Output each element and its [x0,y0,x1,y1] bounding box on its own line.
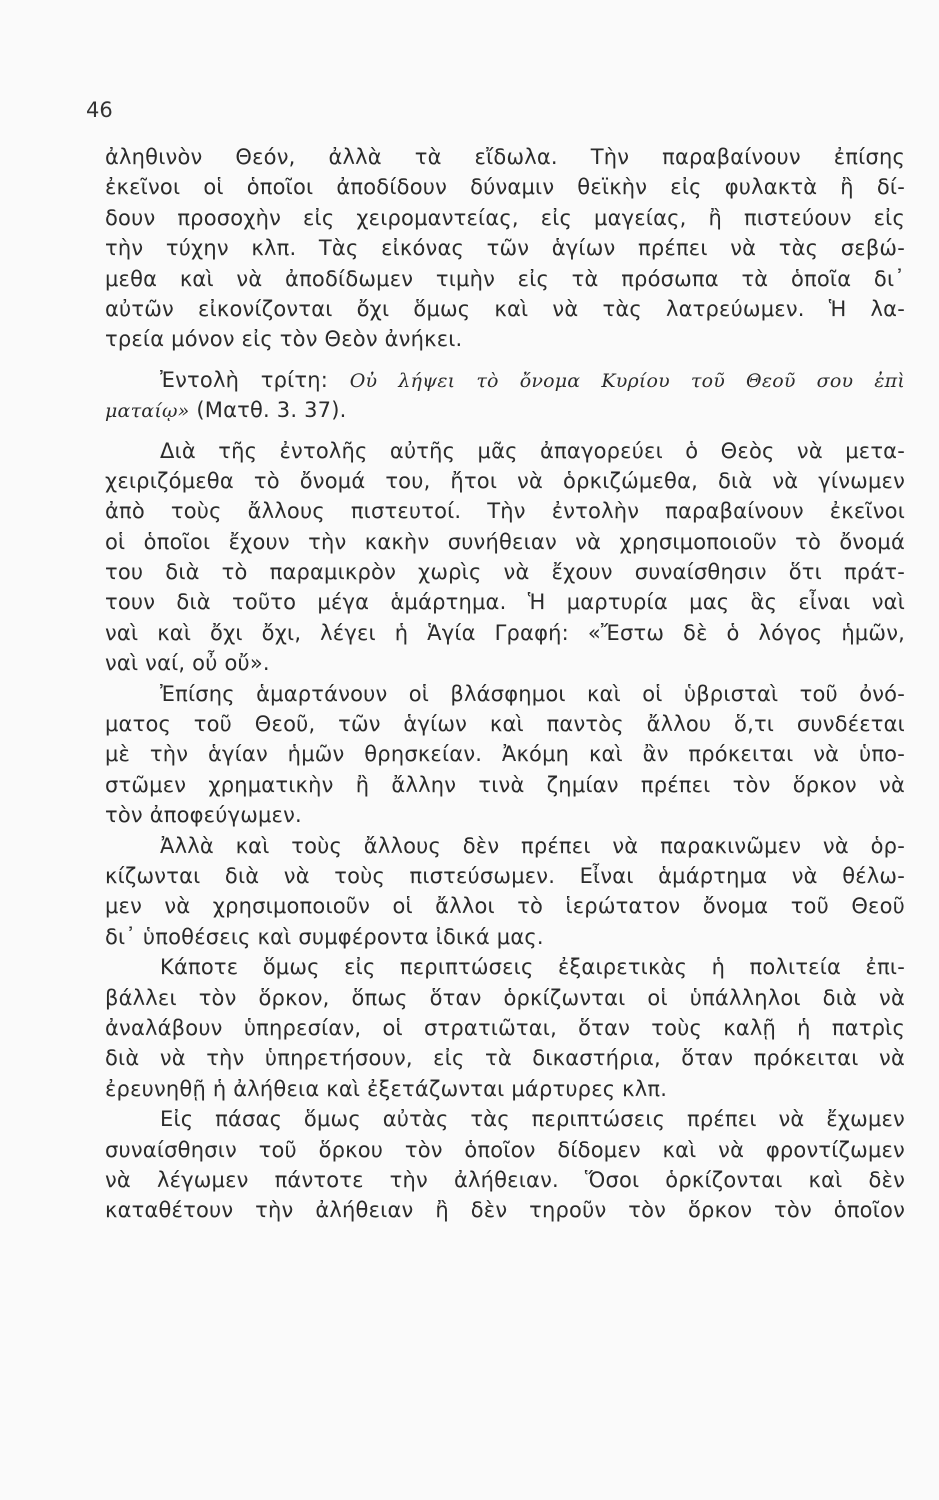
text-line: βάλλει τὸν ὅρκον, ὅπως ὅταν ὁρκίζωνται οἱ ὑπάλληλοι διὰ νὰ [105,985,905,1010]
text-line [105,365,905,395]
text-line: ματος τοῦ Θεοῦ, τῶν ἁγίων καὶ παντὸς ἄλλου ὅ,τι συνδέεται [105,712,905,737]
scripture-quote-end: ματαίῳ» [105,400,190,423]
page-text [105,142,905,1226]
text-line: χειριζόμεθα τὸ ὄνομά του, ἤτοι νὰ ὁρκιζώμεθα, διὰ νὰ γίνωμεν [105,468,905,493]
text-line: τρεία μόνον εἰς τὸν Θεὸν ἀνήκει. [105,327,463,352]
text-line: μεθα καὶ νὰ ἀποδίδωμεν τιμὴν εἰς τὰ πρόσωπα τὰ ὁποῖα δι᾿ [105,266,905,291]
text-line: Εἰς πάσας ὅμως αὐτὰς τὰς περιπτώσεις πρέπει νὰ ἔχωμεν [160,1107,905,1132]
text-line: ἐρευνηθῇ ἡ ἀλήθεια καὶ ἐξετάζωνται μάρτυρες κλπ. [105,1076,668,1101]
text-line: ἀληθινὸν Θεόν, ἀλλὰ τὰ εἴδωλα. Τὴν παραβαίνουν ἐπίσης [105,145,905,169]
commandment-heading: Ἐντολὴ τρίτη: [160,367,329,392]
text-line: αὐτῶν εἰκονίζονται ὄχι ὅμως καὶ νὰ τὰς λατρεύωμεν. Ἡ λα- [105,296,905,321]
text-line: τουν διὰ τοῦτο μέγα ἁμάρτημα. Ἡ μαρτυρία μας ἃς εἶναι ναὶ [105,590,905,615]
text-line: μεν νὰ χρησιμοποιοῦν οἱ ἄλλοι τὸ ἱερώτατον ὄνομα τοῦ Θεοῦ [105,894,905,919]
paragraph [105,142,905,355]
text-line: Κάποτε ὅμως εἰς περιπτώσεις ἐξαιρετικὰς ἡ πολιτεία ἐπι- [160,955,905,980]
text-line: μὲ τὴν ἁγίαν ἡμῶν θρησκείαν. Ἀκόμη καὶ ἂν πρόκειται νὰ ὑπο- [105,742,905,767]
text-line: διὰ νὰ τὴν ὑπηρετήσουν, εἰς τὰ δικαστήρια, ὅταν πρόκειται νὰ [105,1046,905,1071]
text-line: Ἀλλὰ καὶ τοὺς ἄλλους δὲν πρέπει νὰ παρακινῶμεν νὰ ὁρ- [160,833,905,858]
text-line: τὸν ἀποφεύγωμεν. [105,803,302,828]
text-line: ναὶ καὶ ὄχι ὄχι, λέγει ἡ Ἁγία Γραφή: «Ἔστω δὲ ὁ λόγος ἡμῶν, [105,620,905,645]
text-line: συναίσθησιν τοῦ ὅρκου τὸν ὁποῖον δίδομεν καὶ νὰ φροντίζωμεν [105,1137,905,1162]
scripture-quote: Οὐ λήψει τὸ ὄνομα Κυρίου τοῦ Θεοῦ σου ἐπὶ [349,369,905,392]
paragraph [105,831,905,953]
text-line: τὴν τύχην κλπ. Τὰς εἰκόνας τῶν ἁγίων πρέπει νὰ τὰς σεβώ- [105,236,905,261]
text-line: καταθέτουν τὴν ἀλήθειαν ἢ δὲν τηροῦν τὸν ὅρκον τὸν ὁποῖον [105,1198,905,1223]
paragraph [105,436,905,679]
paragraph [105,1104,905,1226]
scripture-reference: (Ματθ. 3. 37). [196,398,347,423]
text-line: οἱ ὁποῖοι ἔχουν τὴν κακὴν συνήθειαν νὰ χρησιμοποιοῦν τὸ ὄνομά [105,529,905,554]
text-line: ἐκεῖνοι οἱ ὁποῖοι ἀποδίδουν δύναμιν θεϊκὴν εἰς φυλακτὰ ἢ δί- [105,175,905,200]
text-line: Ἐπίσης ἁμαρτάνουν οἱ βλάσφημοι καὶ οἱ ὑβρισταὶ τοῦ ὀνό- [160,681,905,706]
text-line: δουν προσοχὴν εἰς χειρομαντείας, εἰς μαγείας, ἢ πιστεύουν εἰς [105,205,905,230]
page-number: 46 [86,98,113,122]
text-line [105,395,905,425]
commandment-paragraph [105,365,905,426]
text-line: ἀναλάβουν ὑπηρεσίαν, οἱ στρατιῶται, ὅταν τοὺς καλῇ ἡ πατρὶς [105,1015,905,1040]
text-line: ἀπὸ τοὺς ἄλλους πιστευτοί. Τὴν ἐντολὴν παραβαίνουν ἐκεῖνοι [105,499,905,524]
text-line: κίζωνται διὰ νὰ τοὺς πιστεύσωμεν. Εἶναι ἁμάρτημα νὰ θέλω- [105,863,905,888]
text-line: δι᾿ ὑποθέσεις καὶ συμφέροντα ἰδικά μας. [105,924,544,949]
text-line: Διὰ τῆς ἐντολῆς αὐτῆς μᾶς ἀπαγορεύει ὁ Θεὸς νὰ μετα- [160,438,905,463]
paragraph [105,679,905,831]
text-line: νὰ λέγωμεν πάντοτε τὴν ἀλήθειαν. Ὅσοι ὁρκίζονται καὶ δὲν [105,1167,905,1192]
text-line: του διὰ τὸ παραμικρὸν χωρὶς νὰ ἔχουν συναίσθησιν ὅτι πράτ- [105,560,905,585]
paragraph [105,952,905,1104]
text-line: ναὶ ναί, οὖ οὔ». [105,651,270,676]
text-line: στῶμεν χρηματικὴν ἢ ἄλλην τινὰ ζημίαν πρέπει τὸν ὅρκον νὰ [105,772,905,797]
